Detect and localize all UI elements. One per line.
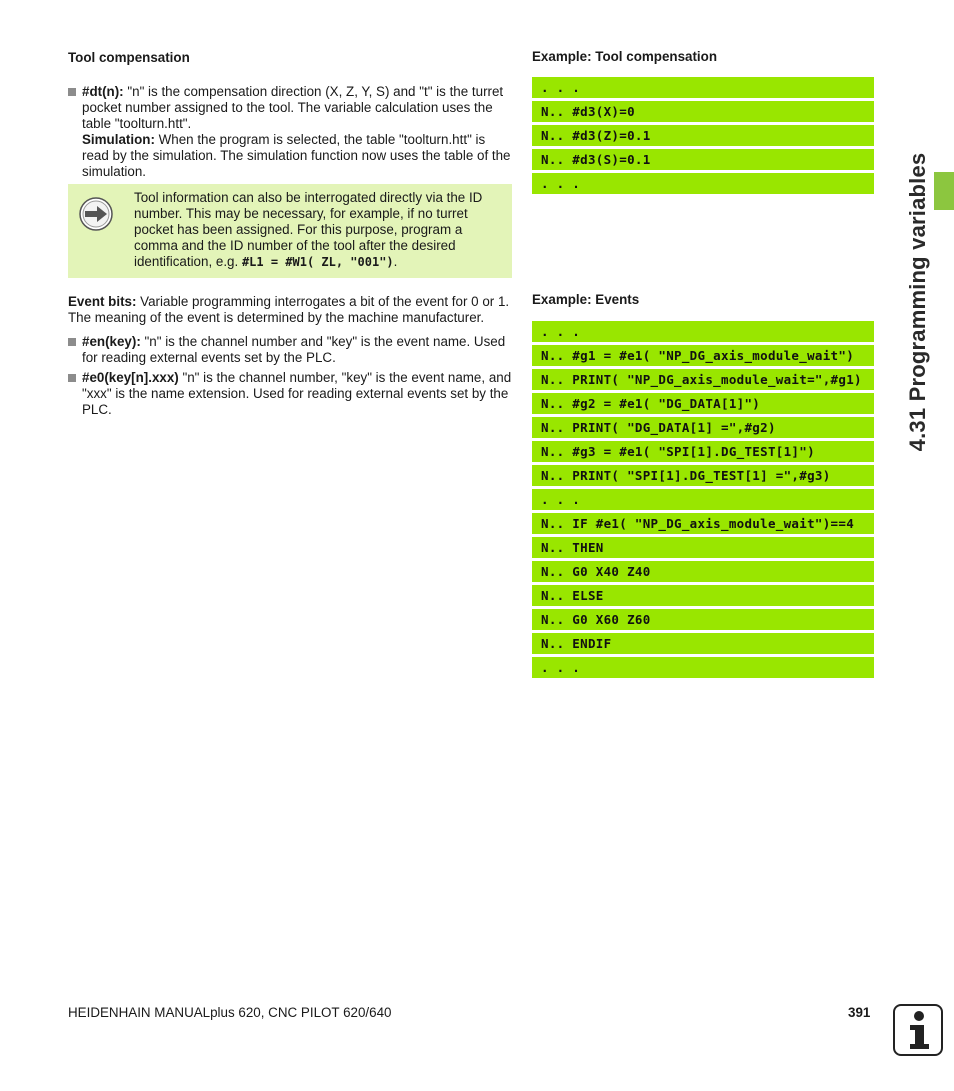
code-row: N.. #d3(Z)=0.1 [532,125,874,146]
code-row: . . . [532,321,874,342]
code-row: N.. G0 X40 Z40 [532,561,874,582]
bullet-square [68,88,76,96]
code-row: N.. ELSE [532,585,874,606]
arrow-right-icon [79,197,113,231]
code-row: . . . [532,657,874,678]
info-glyph-icon [895,1006,941,1054]
left-column [68,50,512,180]
en-bullet [68,334,512,366]
event-paragraph [68,294,512,326]
example-tool-heading: Example: Tool compensation [532,49,718,64]
dt-text: "n" is the compensation direction (X, Z, Y, S) and "t" is the turret pocket number assigned to the tool. The variable calculation uses the table "toolturn.htt". [82,84,504,131]
event-section [68,294,512,418]
code-row: N.. THEN [532,537,874,558]
event-term: Event bits: [68,294,137,309]
e0-term: #e0(key[n].xxx) [82,370,179,385]
bullet-square [68,338,76,346]
code-row: N.. #d3(S)=0.1 [532,149,874,170]
dt-term: #dt(n): [82,84,124,99]
code-row: N.. #g3 = #e1( "SPI[1].DG_TEST[1]") [532,441,874,462]
e0-bullet [68,370,512,418]
example-events-heading: Example: Events [532,292,640,307]
en-text: "n" is the channel number and "key" is the event name. Used for reading external events set by the PLC. [82,334,506,365]
code-row: N.. ENDIF [532,633,874,654]
dt-bullet [68,84,512,180]
page-number: 391 [848,1005,871,1020]
code-row: N.. #d3(X)=0 [532,101,874,122]
note-end: . [393,254,398,269]
note-code: #L1 = #W1( ZL, "001") [241,255,394,269]
code-row: N.. PRINT( "NP_DG_axis_module_wait=",#g1) [532,369,874,390]
code-row: N.. G0 X60 Z60 [532,609,874,630]
code-row: N.. PRINT( "SPI[1].DG_TEST[1] =",#g3) [532,465,874,486]
side-title [905,152,945,452]
event-text: Variable programming interrogates a bit of the event for 0 or 1. The meaning of the event is determined by the machine manufacturer. [68,294,510,325]
code-row: N.. #g1 = #e1( "NP_DG_axis_module_wait") [532,345,874,366]
example-tool-code [532,77,874,197]
sim-term: Simulation: [82,132,155,147]
note-body: Tool information can also be interrogated directly via the ID number. This may be necessary, for example, if no turret pocket has been assigned. For this purpose, program a comma and the ID number of the tool after the desired identification, e.g. [134,190,483,269]
side-title-text: 4.31 Programming variables [905,152,930,452]
en-term: #en(key): [82,334,141,349]
e0-text: "n" is the channel number, "key" is the event name, and "xxx" is the name extension. Used for reading external events set by the PLC. [82,370,512,417]
example-events-code [532,321,874,681]
code-row: . . . [532,77,874,98]
section-heading: Tool compensation [68,50,190,65]
code-row: N.. PRINT( "DG_DATA[1] =",#g2) [532,417,874,438]
note-box [68,184,512,278]
footer-text: HEIDENHAIN MANUALplus 620, CNC PILOT 620/640 [68,1005,392,1020]
note-text [134,190,504,270]
code-row: . . . [532,173,874,194]
code-row: . . . [532,489,874,510]
bullet-square [68,374,76,382]
chapter-tab [934,172,954,210]
code-row: N.. IF #e1( "NP_DG_axis_module_wait")==4 [532,513,874,534]
code-row: N.. #g2 = #e1( "DG_DATA[1]") [532,393,874,414]
info-icon [893,1004,943,1056]
sim-text: When the program is selected, the table "toolturn.htt" is read by the simulation. The simulation function now uses the table of the simulation. [82,132,511,179]
